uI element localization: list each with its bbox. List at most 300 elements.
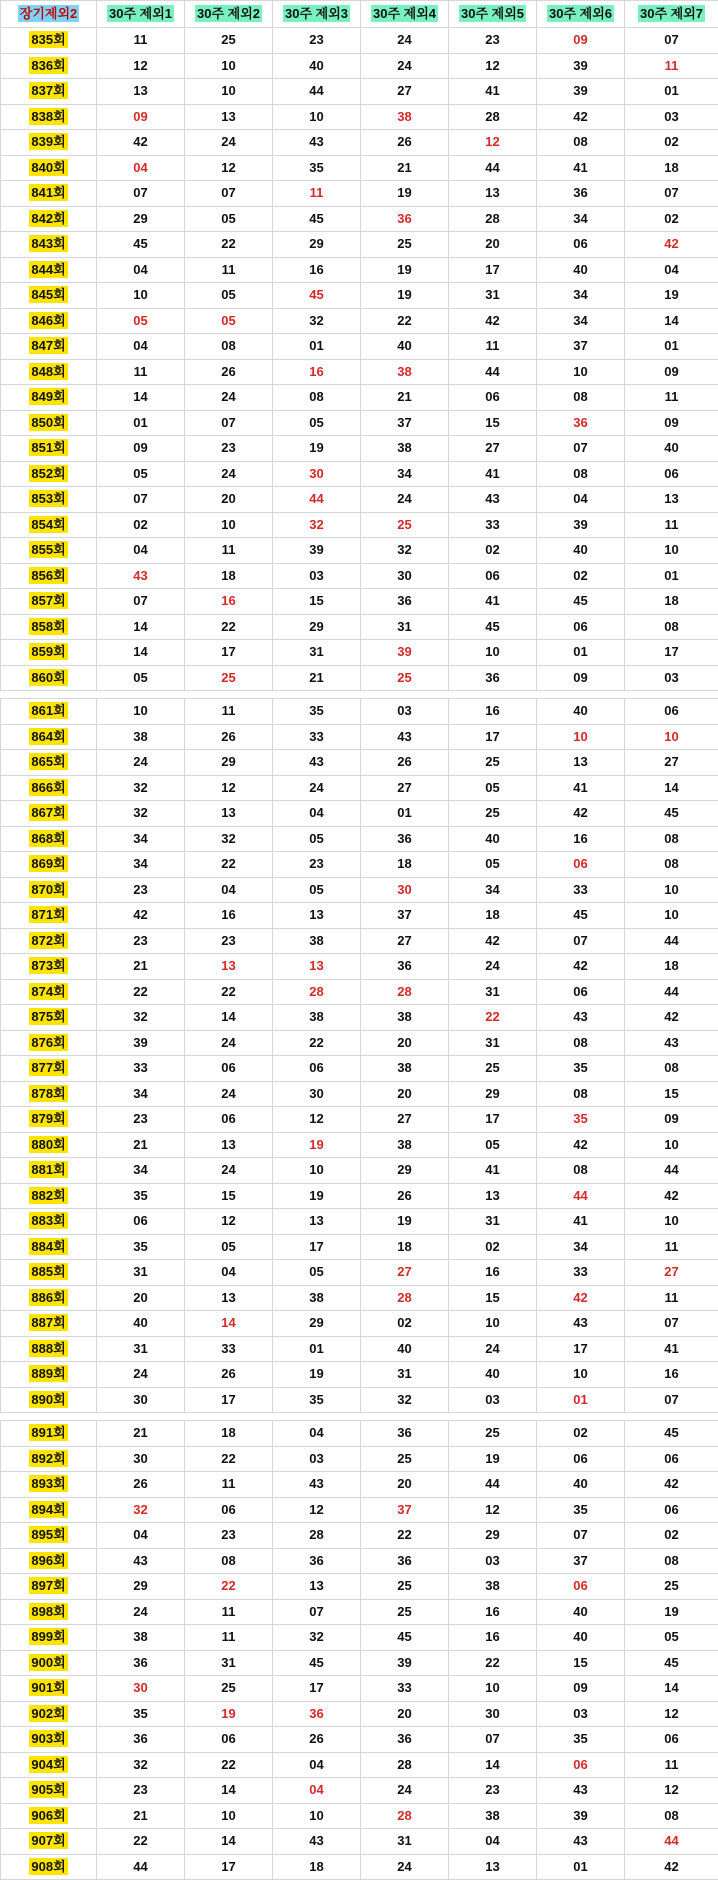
header-cell-exclude-7: 30주 제외7 <box>625 1 718 28</box>
number-cell-exclude-4: 21 <box>361 385 449 411</box>
number-cell-exclude-6: 35 <box>537 1497 625 1523</box>
number-cell-exclude-3: 43 <box>273 750 361 776</box>
number-cell-exclude-1: 23 <box>97 877 185 903</box>
number-cell-exclude-6: 41 <box>537 155 625 181</box>
number-cell-exclude-7: 41 <box>625 1336 718 1362</box>
number-cell-exclude-2: 05 <box>185 206 273 232</box>
number-cell-exclude-4: 31 <box>361 1362 449 1388</box>
number-cell-exclude-1: 32 <box>97 1497 185 1523</box>
number-cell-exclude-7: 11 <box>625 512 718 538</box>
number-cell-exclude-6: 06 <box>537 852 625 878</box>
number-cell-exclude-1: 21 <box>97 1421 185 1447</box>
round-label <box>1 130 97 156</box>
number-cell-exclude-1: 44 <box>97 1854 185 1880</box>
table-row <box>1 1183 718 1209</box>
number-cell-exclude-1: 32 <box>97 775 185 801</box>
number-cell-exclude-4: 45 <box>361 1625 449 1651</box>
number-cell-exclude-7: 02 <box>625 1523 718 1549</box>
number-cell-exclude-3: 10 <box>273 104 361 130</box>
number-cell-exclude-2: 07 <box>185 181 273 207</box>
number-cell-exclude-2: 23 <box>185 928 273 954</box>
number-cell-exclude-5: 38 <box>449 1803 537 1829</box>
round-label-text: 855회 <box>31 542 66 557</box>
round-label-text: 835회 <box>31 32 66 47</box>
number-cell-exclude-1: 24 <box>97 1362 185 1388</box>
number-cell-exclude-5: 16 <box>449 1599 537 1625</box>
number-cell-exclude-2: 18 <box>185 1421 273 1447</box>
number-cell-exclude-3: 26 <box>273 1727 361 1753</box>
number-cell-exclude-7: 42 <box>625 1854 718 1880</box>
number-cell-exclude-6: 40 <box>537 1599 625 1625</box>
number-cell-exclude-3: 17 <box>273 1676 361 1702</box>
number-cell-exclude-2: 24 <box>185 1030 273 1056</box>
number-cell-exclude-5: 41 <box>449 1158 537 1184</box>
number-cell-exclude-4: 28 <box>361 979 449 1005</box>
number-cell-exclude-6: 17 <box>537 1336 625 1362</box>
table-row <box>1 1362 718 1388</box>
table-row <box>1 436 718 462</box>
number-cell-exclude-6: 35 <box>537 1056 625 1082</box>
number-cell-exclude-1: 22 <box>97 1829 185 1855</box>
number-cell-exclude-7: 44 <box>625 928 718 954</box>
round-label-text: 878회 <box>31 1085 66 1101</box>
separator-cell <box>361 691 449 699</box>
round-label-text: 903회 <box>31 1731 66 1746</box>
number-cell-exclude-3: 08 <box>273 385 361 411</box>
number-cell-exclude-5: 19 <box>449 1446 537 1472</box>
number-cell-exclude-7: 06 <box>625 1497 718 1523</box>
number-cell-exclude-5: 44 <box>449 1472 537 1498</box>
number-cell-exclude-1: 32 <box>97 1752 185 1778</box>
number-cell-exclude-4: 25 <box>361 512 449 538</box>
round-label <box>1 1446 97 1472</box>
round-label-text: 864회 <box>31 728 66 744</box>
number-cell-exclude-3: 12 <box>273 1497 361 1523</box>
number-cell-exclude-4: 21 <box>361 155 449 181</box>
header-cell-long-exclude: 장기제외2 <box>1 1 97 28</box>
separator-cell <box>1 691 97 699</box>
number-cell-exclude-4: 40 <box>361 334 449 360</box>
round-label-text: 847회 <box>31 338 66 353</box>
number-cell-exclude-1: 31 <box>97 1336 185 1362</box>
number-cell-exclude-4: 27 <box>361 1107 449 1133</box>
number-cell-exclude-2: 22 <box>185 232 273 258</box>
number-cell-exclude-2: 22 <box>185 979 273 1005</box>
number-cell-exclude-6: 37 <box>537 334 625 360</box>
number-cell-exclude-5: 44 <box>449 155 537 181</box>
round-label <box>1 1362 97 1388</box>
number-cell-exclude-2: 22 <box>185 614 273 640</box>
number-cell-exclude-2: 07 <box>185 410 273 436</box>
round-label <box>1 1056 97 1082</box>
number-cell-exclude-3: 06 <box>273 1056 361 1082</box>
separator-cell <box>273 1413 361 1421</box>
round-label-text: 861회 <box>31 703 66 718</box>
number-cell-exclude-7: 08 <box>625 1803 718 1829</box>
number-cell-exclude-6: 08 <box>537 1158 625 1184</box>
number-cell-exclude-6: 09 <box>537 665 625 691</box>
number-cell-exclude-2: 11 <box>185 1472 273 1498</box>
number-cell-exclude-1: 04 <box>97 538 185 564</box>
number-cell-exclude-5: 03 <box>449 1548 537 1574</box>
number-cell-exclude-3: 35 <box>273 155 361 181</box>
number-cell-exclude-7: 08 <box>625 1056 718 1082</box>
number-cell-exclude-6: 02 <box>537 563 625 589</box>
table-row <box>1 775 718 801</box>
number-cell-exclude-6: 36 <box>537 181 625 207</box>
number-cell-exclude-3: 29 <box>273 1311 361 1337</box>
round-label <box>1 665 97 691</box>
number-cell-exclude-1: 29 <box>97 1574 185 1600</box>
number-cell-exclude-1: 09 <box>97 104 185 130</box>
number-cell-exclude-4: 36 <box>361 1727 449 1753</box>
number-cell-exclude-7: 06 <box>625 1446 718 1472</box>
table-row <box>1 1081 718 1107</box>
number-cell-exclude-1: 38 <box>97 1625 185 1651</box>
number-cell-exclude-4: 29 <box>361 1158 449 1184</box>
separator-cell <box>449 691 537 699</box>
number-cell-exclude-4: 32 <box>361 1387 449 1413</box>
table-row <box>1 512 718 538</box>
number-cell-exclude-5: 25 <box>449 1421 537 1447</box>
number-cell-exclude-3: 18 <box>273 1854 361 1880</box>
number-cell-exclude-5: 17 <box>449 724 537 750</box>
number-cell-exclude-1: 21 <box>97 954 185 980</box>
number-cell-exclude-7: 11 <box>625 1285 718 1311</box>
number-cell-exclude-7: 06 <box>625 1727 718 1753</box>
round-label-text: 872회 <box>31 932 66 948</box>
number-cell-exclude-3: 10 <box>273 1158 361 1184</box>
number-cell-exclude-5: 41 <box>449 461 537 487</box>
number-cell-exclude-7: 10 <box>625 1209 718 1235</box>
round-label <box>1 487 97 513</box>
number-cell-exclude-7: 08 <box>625 614 718 640</box>
round-label-text: 892회 <box>31 1450 66 1466</box>
number-cell-exclude-5: 03 <box>449 1387 537 1413</box>
number-cell-exclude-7: 07 <box>625 181 718 207</box>
header-cell-exclude-6: 30주 제외6 <box>537 1 625 28</box>
number-cell-exclude-5: 05 <box>449 775 537 801</box>
table-row <box>1 334 718 360</box>
number-cell-exclude-2: 10 <box>185 1803 273 1829</box>
number-cell-exclude-2: 24 <box>185 1158 273 1184</box>
table-row <box>1 1234 718 1260</box>
number-cell-exclude-3: 21 <box>273 665 361 691</box>
number-cell-exclude-3: 04 <box>273 1778 361 1804</box>
number-cell-exclude-3: 16 <box>273 359 361 385</box>
table-row <box>1 1336 718 1362</box>
number-cell-exclude-4: 25 <box>361 232 449 258</box>
round-label-text: 891회 <box>31 1425 66 1440</box>
number-cell-exclude-6: 39 <box>537 53 625 79</box>
number-cell-exclude-6: 35 <box>537 1107 625 1133</box>
number-cell-exclude-5: 44 <box>449 359 537 385</box>
number-cell-exclude-1: 36 <box>97 1727 185 1753</box>
round-label <box>1 640 97 666</box>
separator-cell <box>273 691 361 699</box>
table-row <box>1 640 718 666</box>
number-cell-exclude-3: 19 <box>273 1183 361 1209</box>
round-label-text: 844회 <box>31 261 66 277</box>
number-cell-exclude-7: 11 <box>625 385 718 411</box>
number-cell-exclude-7: 11 <box>625 1752 718 1778</box>
separator-cell <box>625 1413 718 1421</box>
number-cell-exclude-4: 25 <box>361 1599 449 1625</box>
number-cell-exclude-7: 27 <box>625 1260 718 1286</box>
table-row <box>1 487 718 513</box>
number-cell-exclude-3: 19 <box>273 436 361 462</box>
separator-cell <box>537 691 625 699</box>
number-cell-exclude-6: 04 <box>537 487 625 513</box>
number-cell-exclude-1: 34 <box>97 1081 185 1107</box>
number-cell-exclude-6: 08 <box>537 385 625 411</box>
table-row <box>1 1285 718 1311</box>
number-cell-exclude-3: 03 <box>273 563 361 589</box>
number-cell-exclude-1: 14 <box>97 385 185 411</box>
round-label <box>1 538 97 564</box>
number-cell-exclude-6: 08 <box>537 1030 625 1056</box>
round-label-text: 898회 <box>31 1603 66 1619</box>
number-cell-exclude-5: 34 <box>449 877 537 903</box>
round-label-text: 849회 <box>31 389 66 404</box>
number-cell-exclude-4: 19 <box>361 181 449 207</box>
number-cell-exclude-3: 12 <box>273 1107 361 1133</box>
table-row <box>1 563 718 589</box>
number-cell-exclude-6: 42 <box>537 1132 625 1158</box>
number-cell-exclude-6: 39 <box>537 79 625 105</box>
table-row <box>1 699 718 725</box>
number-cell-exclude-3: 30 <box>273 1081 361 1107</box>
number-cell-exclude-6: 45 <box>537 903 625 929</box>
table-row <box>1 1701 718 1727</box>
separator-cell <box>97 1413 185 1421</box>
number-cell-exclude-2: 10 <box>185 53 273 79</box>
round-label <box>1 1132 97 1158</box>
table-row <box>1 1421 718 1447</box>
round-label-text: 890회 <box>31 1391 66 1407</box>
round-label <box>1 1472 97 1498</box>
number-cell-exclude-2: 13 <box>185 1285 273 1311</box>
number-cell-exclude-3: 36 <box>273 1548 361 1574</box>
number-cell-exclude-1: 09 <box>97 436 185 462</box>
round-label <box>1 979 97 1005</box>
round-label <box>1 614 97 640</box>
table-row <box>1 283 718 309</box>
table-row <box>1 852 718 878</box>
round-label <box>1 1701 97 1727</box>
number-cell-exclude-1: 12 <box>97 53 185 79</box>
number-cell-exclude-6: 34 <box>537 206 625 232</box>
number-cell-exclude-3: 07 <box>273 1599 361 1625</box>
round-label <box>1 1234 97 1260</box>
number-cell-exclude-1: 32 <box>97 1005 185 1031</box>
number-cell-exclude-3: 15 <box>273 589 361 615</box>
number-cell-exclude-2: 24 <box>185 461 273 487</box>
number-cell-exclude-1: 23 <box>97 1107 185 1133</box>
round-label <box>1 461 97 487</box>
number-cell-exclude-5: 04 <box>449 1829 537 1855</box>
number-cell-exclude-1: 30 <box>97 1387 185 1413</box>
number-cell-exclude-5: 14 <box>449 1752 537 1778</box>
number-cell-exclude-6: 40 <box>537 699 625 725</box>
number-cell-exclude-2: 22 <box>185 1752 273 1778</box>
number-cell-exclude-3: 38 <box>273 1005 361 1031</box>
table-row <box>1 181 718 207</box>
number-cell-exclude-4: 36 <box>361 589 449 615</box>
number-cell-exclude-2: 11 <box>185 538 273 564</box>
round-label <box>1 1183 97 1209</box>
table-row <box>1 232 718 258</box>
number-cell-exclude-3: 23 <box>273 852 361 878</box>
number-cell-exclude-4: 34 <box>361 461 449 487</box>
number-cell-exclude-6: 07 <box>537 436 625 462</box>
round-label-text: 852회 <box>31 465 66 481</box>
number-cell-exclude-5: 25 <box>449 750 537 776</box>
number-cell-exclude-4: 28 <box>361 1752 449 1778</box>
round-label-text: 902회 <box>31 1705 66 1721</box>
number-cell-exclude-5: 16 <box>449 1260 537 1286</box>
number-cell-exclude-7: 25 <box>625 1574 718 1600</box>
number-cell-exclude-3: 30 <box>273 461 361 487</box>
separator-cell <box>185 1413 273 1421</box>
number-cell-exclude-5: 10 <box>449 1311 537 1337</box>
number-cell-exclude-3: 17 <box>273 1234 361 1260</box>
round-label <box>1 826 97 852</box>
round-label-text: 907회 <box>31 1833 66 1848</box>
number-cell-exclude-3: 45 <box>273 1650 361 1676</box>
number-cell-exclude-5: 25 <box>449 1056 537 1082</box>
number-cell-exclude-3: 31 <box>273 640 361 666</box>
number-cell-exclude-7: 44 <box>625 979 718 1005</box>
header-cell-exclude-2: 30주 제외2 <box>185 1 273 28</box>
number-cell-exclude-7: 07 <box>625 1387 718 1413</box>
number-cell-exclude-1: 23 <box>97 1778 185 1804</box>
round-label <box>1 359 97 385</box>
round-label <box>1 1005 97 1031</box>
number-cell-exclude-3: 05 <box>273 826 361 852</box>
number-cell-exclude-5: 41 <box>449 589 537 615</box>
round-label-text: 873회 <box>31 958 66 973</box>
table-row <box>1 1778 718 1804</box>
table-row <box>1 308 718 334</box>
number-cell-exclude-2: 31 <box>185 1650 273 1676</box>
number-cell-exclude-6: 09 <box>537 28 625 54</box>
table-row <box>1 1209 718 1235</box>
number-cell-exclude-1: 11 <box>97 359 185 385</box>
number-cell-exclude-4: 30 <box>361 563 449 589</box>
number-cell-exclude-4: 24 <box>361 28 449 54</box>
number-cell-exclude-7: 07 <box>625 1311 718 1337</box>
number-cell-exclude-1: 04 <box>97 334 185 360</box>
number-cell-exclude-3: 44 <box>273 487 361 513</box>
table-row <box>1 665 718 691</box>
round-label-text: 882회 <box>31 1187 66 1203</box>
number-cell-exclude-2: 08 <box>185 1548 273 1574</box>
round-label-text: 905회 <box>31 1782 66 1797</box>
round-label-text: 886회 <box>31 1289 66 1305</box>
round-label-text: 846회 <box>31 312 66 328</box>
round-label-text: 908회 <box>31 1858 66 1874</box>
number-cell-exclude-7: 16 <box>625 1362 718 1388</box>
number-cell-exclude-7: 13 <box>625 487 718 513</box>
group-separator <box>1 1413 718 1421</box>
round-label <box>1 801 97 827</box>
number-cell-exclude-7: 05 <box>625 1625 718 1651</box>
number-cell-exclude-3: 24 <box>273 775 361 801</box>
table-row <box>1 826 718 852</box>
number-cell-exclude-7: 01 <box>625 79 718 105</box>
number-cell-exclude-1: 02 <box>97 512 185 538</box>
round-label <box>1 1548 97 1574</box>
number-cell-exclude-2: 13 <box>185 801 273 827</box>
number-cell-exclude-4: 37 <box>361 1497 449 1523</box>
number-cell-exclude-6: 34 <box>537 308 625 334</box>
round-label <box>1 1285 97 1311</box>
number-cell-exclude-7: 18 <box>625 155 718 181</box>
round-label <box>1 1574 97 1600</box>
round-label-text: 906회 <box>31 1807 66 1823</box>
number-cell-exclude-2: 25 <box>185 1676 273 1702</box>
number-cell-exclude-4: 38 <box>361 1056 449 1082</box>
number-cell-exclude-7: 09 <box>625 410 718 436</box>
number-cell-exclude-5: 31 <box>449 1030 537 1056</box>
round-label-text: 895회 <box>31 1527 66 1542</box>
number-cell-exclude-1: 35 <box>97 1183 185 1209</box>
round-label <box>1 1387 97 1413</box>
number-cell-exclude-1: 29 <box>97 206 185 232</box>
table-row <box>1 1727 718 1753</box>
number-cell-exclude-1: 04 <box>97 155 185 181</box>
number-cell-exclude-4: 19 <box>361 257 449 283</box>
number-cell-exclude-1: 04 <box>97 257 185 283</box>
round-label-text: 885회 <box>31 1264 66 1279</box>
number-cell-exclude-5: 29 <box>449 1081 537 1107</box>
number-cell-exclude-1: 11 <box>97 28 185 54</box>
number-cell-exclude-5: 17 <box>449 1107 537 1133</box>
round-label <box>1 1625 97 1651</box>
number-cell-exclude-5: 22 <box>449 1650 537 1676</box>
number-cell-exclude-3: 23 <box>273 28 361 54</box>
table-row <box>1 206 718 232</box>
table-row <box>1 1676 718 1702</box>
number-cell-exclude-1: 42 <box>97 903 185 929</box>
number-cell-exclude-2: 12 <box>185 1209 273 1235</box>
number-cell-exclude-5: 23 <box>449 1778 537 1804</box>
round-label-text: 876회 <box>31 1034 66 1050</box>
round-label <box>1 1209 97 1235</box>
number-cell-exclude-2: 22 <box>185 1446 273 1472</box>
number-cell-exclude-2: 06 <box>185 1056 273 1082</box>
number-cell-exclude-1: 20 <box>97 1285 185 1311</box>
number-cell-exclude-1: 23 <box>97 928 185 954</box>
number-cell-exclude-3: 13 <box>273 1574 361 1600</box>
table-row <box>1 903 718 929</box>
number-cell-exclude-6: 37 <box>537 1548 625 1574</box>
round-label-text: 853회 <box>31 491 66 506</box>
number-cell-exclude-6: 01 <box>537 1854 625 1880</box>
round-label <box>1 1829 97 1855</box>
number-cell-exclude-1: 35 <box>97 1234 185 1260</box>
round-label <box>1 775 97 801</box>
round-label <box>1 1497 97 1523</box>
number-cell-exclude-6: 01 <box>537 640 625 666</box>
number-cell-exclude-3: 16 <box>273 257 361 283</box>
number-cell-exclude-3: 01 <box>273 334 361 360</box>
number-cell-exclude-7: 07 <box>625 28 718 54</box>
number-cell-exclude-5: 25 <box>449 801 537 827</box>
number-cell-exclude-1: 01 <box>97 410 185 436</box>
number-cell-exclude-7: 45 <box>625 1421 718 1447</box>
